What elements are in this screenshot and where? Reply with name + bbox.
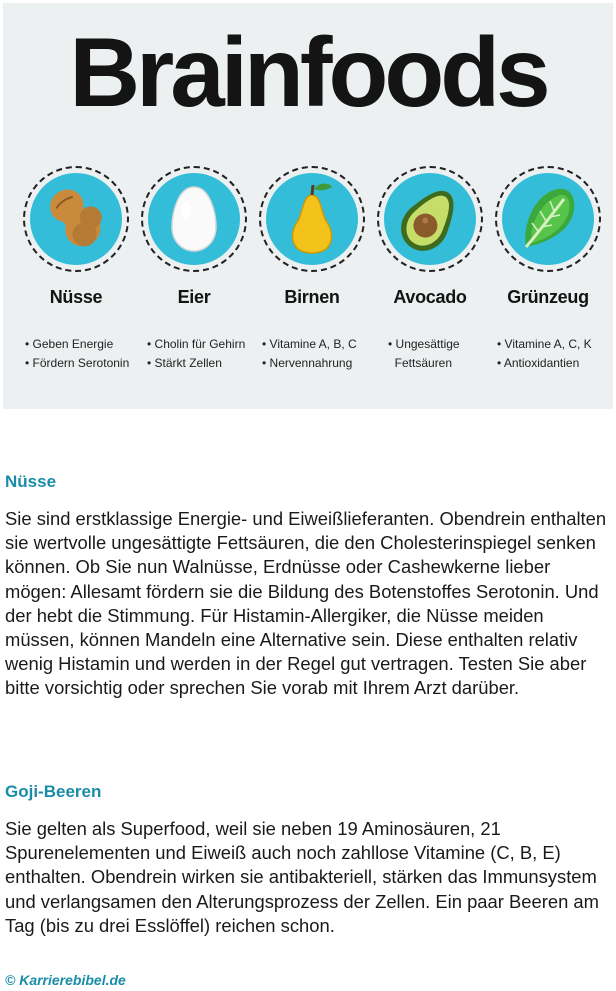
food-circle (266, 173, 358, 265)
food-facts-avocado (388, 335, 506, 373)
food-name: Eier (177, 287, 211, 307)
food-circle (148, 173, 240, 265)
fact-item: • Vitamine A, B, C (262, 337, 357, 351)
food-item-gruenzeug (493, 173, 603, 308)
food-circle (30, 173, 122, 265)
food-item-birnen (257, 173, 367, 308)
section-heading-nuesse: Nüsse (5, 472, 57, 491)
peanut-icon (30, 173, 122, 265)
food-item-avocado (375, 173, 485, 308)
section-text-goji: Sie gelten als Superfood, weil sie neben 19 Aminosäuren, 21 Spurenelementen und Eiweiß auch noch zahllose Vitamine (C, B, E) enthalten. Obendrein wirken sie antibakteriell, stärken das Immunsystem und verlangsamen den Alterungsprozess der Zellen. Ein paar Beeren am Tag (bis zu drei Esslöffel) reichen schon. (5, 818, 599, 936)
fact-item: • Cholin für Gehirn (147, 337, 246, 351)
food-name: Nüsse (49, 287, 103, 307)
lettuce-icon (502, 173, 594, 265)
fact-item: • Antioxidantien (497, 356, 580, 370)
fact-item: • Nervennahrung (262, 356, 353, 370)
fact-item: • Vitamine A, C, K (497, 337, 592, 351)
fact-item: • Geben Energie (25, 337, 114, 351)
egg-icon (148, 173, 240, 265)
food-item-nuesse (21, 173, 131, 308)
food-facts-birnen (262, 335, 380, 373)
food-name: Grünzeug (507, 287, 589, 307)
brainfoods-infographic (3, 3, 613, 409)
avocado-icon (384, 173, 476, 265)
food-facts-gruenzeug (497, 335, 615, 373)
food-circle (384, 173, 476, 265)
food-facts-nuesse (25, 335, 143, 373)
fact-item: • Fördern Serotonin (25, 356, 130, 370)
fact-item: • Ungesättige (388, 337, 460, 351)
infographic-title: Brainfoods (69, 17, 547, 127)
food-name: Birnen (284, 287, 340, 307)
fact-item: Fettsäuren (388, 356, 453, 370)
food-name: Avocado (393, 287, 467, 307)
section-text-nuesse: Sie sind erstklassige Energie- und Eiweißlieferanten. Obendrein enthalten sie wertvolle ungesättigte Fettsäuren, die den Cholesterinspiegel senken können. Ob Sie nun Walnüsse, Erdnüsse oder Cashewkerne lieber mögen: Allesamt fördern sie die Bildung des Botenstoffes Serotonin. Und der hebt die Stimmung. Für Histamin-Allergiker, die Nüsse meiden müssen, können Mandeln eine Alternative sein. Diese enthalten relativ wenig Histamin und werden in der Regel gut vertragen. Testen Sie aber bitte vorsichtig oder sprechen Sie vorab mit Ihrem Arzt darüber. (5, 508, 607, 699)
food-circle (502, 173, 594, 265)
fact-item: • Stärkt Zellen (147, 356, 222, 370)
section-heading-goji: Goji-Beeren (5, 782, 102, 801)
copyright-credit: © Karrierebibel.de (5, 972, 126, 988)
food-item-eier (139, 173, 249, 308)
pear-icon (266, 173, 358, 265)
food-facts-eier (147, 335, 265, 373)
